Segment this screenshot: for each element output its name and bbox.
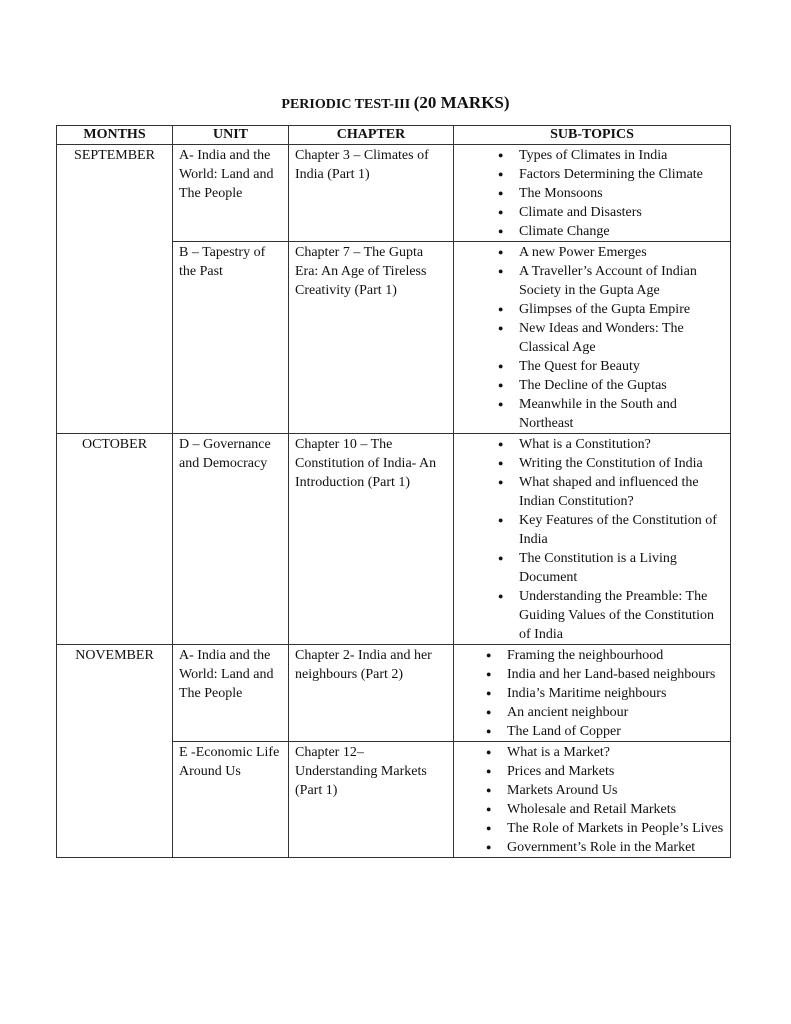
unit-cell: E -Economic Life Around Us — [173, 742, 289, 858]
subtopic-item: ● Climate and Disasters — [460, 203, 724, 222]
subtopics-cell — [454, 742, 731, 858]
chapter-cell: Chapter 10 – The Constitution of India- An Introduction (Part 1) — [289, 434, 454, 645]
subtopic-item: ● Climate Change — [460, 222, 724, 241]
subtopics-cell — [454, 145, 731, 242]
month-cell: OCTOBER — [57, 434, 173, 645]
subtopic-item: ● A new Power Emerges — [460, 243, 724, 262]
chapter-cell: Chapter 7 – The Gupta Era: An Age of Tireless Creativity (Part 1) — [289, 242, 454, 434]
month-cell: NOVEMBER — [57, 645, 173, 858]
subtopic-list — [460, 146, 724, 241]
title-marks: (20 MARKS) — [413, 93, 510, 112]
header-chapter: CHAPTER — [289, 126, 454, 145]
unit-cell: A- India and the World: Land and The People — [173, 645, 289, 742]
subtopic-item: ● The Decline of the Guptas — [460, 376, 724, 395]
subtopic-item: ● The Role of Markets in People’s Lives — [460, 819, 724, 838]
subtopic-item: ● Types of Climates in India — [460, 146, 724, 165]
subtopic-item: ● Writing the Constitution of India — [460, 454, 724, 473]
syllabus-table — [56, 125, 731, 858]
table-row — [57, 145, 731, 242]
subtopic-item: ● What is a Market? — [460, 743, 724, 762]
chapter-cell: Chapter 2- India and her neighbours (Part 2) — [289, 645, 454, 742]
subtopic-list — [460, 435, 724, 644]
chapter-cell: Chapter 12– Understanding Markets (Part 1) — [289, 742, 454, 858]
chapter-cell: Chapter 3 – Climates of India (Part 1) — [289, 145, 454, 242]
subtopic-item: ● Markets Around Us — [460, 781, 724, 800]
subtopic-item: ● Meanwhile in the South and Northeast — [460, 395, 724, 433]
table-row — [57, 645, 731, 742]
unit-cell: B – Tapestry of the Past — [173, 242, 289, 434]
title-main: PERIODIC TEST-III — [281, 97, 414, 112]
subtopic-item: ● Glimpses of the Gupta Empire — [460, 300, 724, 319]
header-subtopics: SUB-TOPICS — [454, 126, 731, 145]
subtopic-item: ● Key Features of the Constitution of India — [460, 511, 724, 549]
header-unit: UNIT — [173, 126, 289, 145]
page-title — [0, 93, 791, 113]
subtopic-list — [460, 743, 724, 857]
subtopic-item: ● Understanding the Preamble: The Guiding Values of the Constitution of India — [460, 587, 724, 644]
subtopics-cell — [454, 242, 731, 434]
subtopic-item: ● Wholesale and Retail Markets — [460, 800, 724, 819]
subtopic-item: ● India and her Land-based neighbours — [460, 665, 724, 684]
subtopics-cell — [454, 434, 731, 645]
subtopic-item: ● The Constitution is a Living Document — [460, 549, 724, 587]
unit-cell: D – Governance and Democracy — [173, 434, 289, 645]
table-row — [57, 434, 731, 645]
unit-cell: A- India and the World: Land and The People — [173, 145, 289, 242]
subtopics-cell — [454, 645, 731, 742]
subtopic-item: ● Prices and Markets — [460, 762, 724, 781]
subtopic-item: ● Framing the neighbourhood — [460, 646, 724, 665]
month-cell: SEPTEMBER — [57, 145, 173, 434]
subtopic-item: ● India’s Maritime neighbours — [460, 684, 724, 703]
subtopic-item: ● What is a Constitution? — [460, 435, 724, 454]
header-row — [57, 126, 731, 145]
subtopic-item: ● Government’s Role in the Market — [460, 838, 724, 857]
subtopic-item: ● The Monsoons — [460, 184, 724, 203]
subtopic-item: ● Factors Determining the Climate — [460, 165, 724, 184]
subtopic-item: ● The Quest for Beauty — [460, 357, 724, 376]
subtopic-item: ● An ancient neighbour — [460, 703, 724, 722]
subtopic-list — [460, 243, 724, 433]
subtopic-item: ● What shaped and influenced the Indian Constitution? — [460, 473, 724, 511]
header-months: MONTHS — [57, 126, 173, 145]
subtopic-item: ● The Land of Copper — [460, 722, 724, 741]
subtopic-list — [460, 646, 724, 741]
subtopic-item: ● New Ideas and Wonders: The Classical Age — [460, 319, 724, 357]
subtopic-item: ● A Traveller’s Account of Indian Society in the Gupta Age — [460, 262, 724, 300]
